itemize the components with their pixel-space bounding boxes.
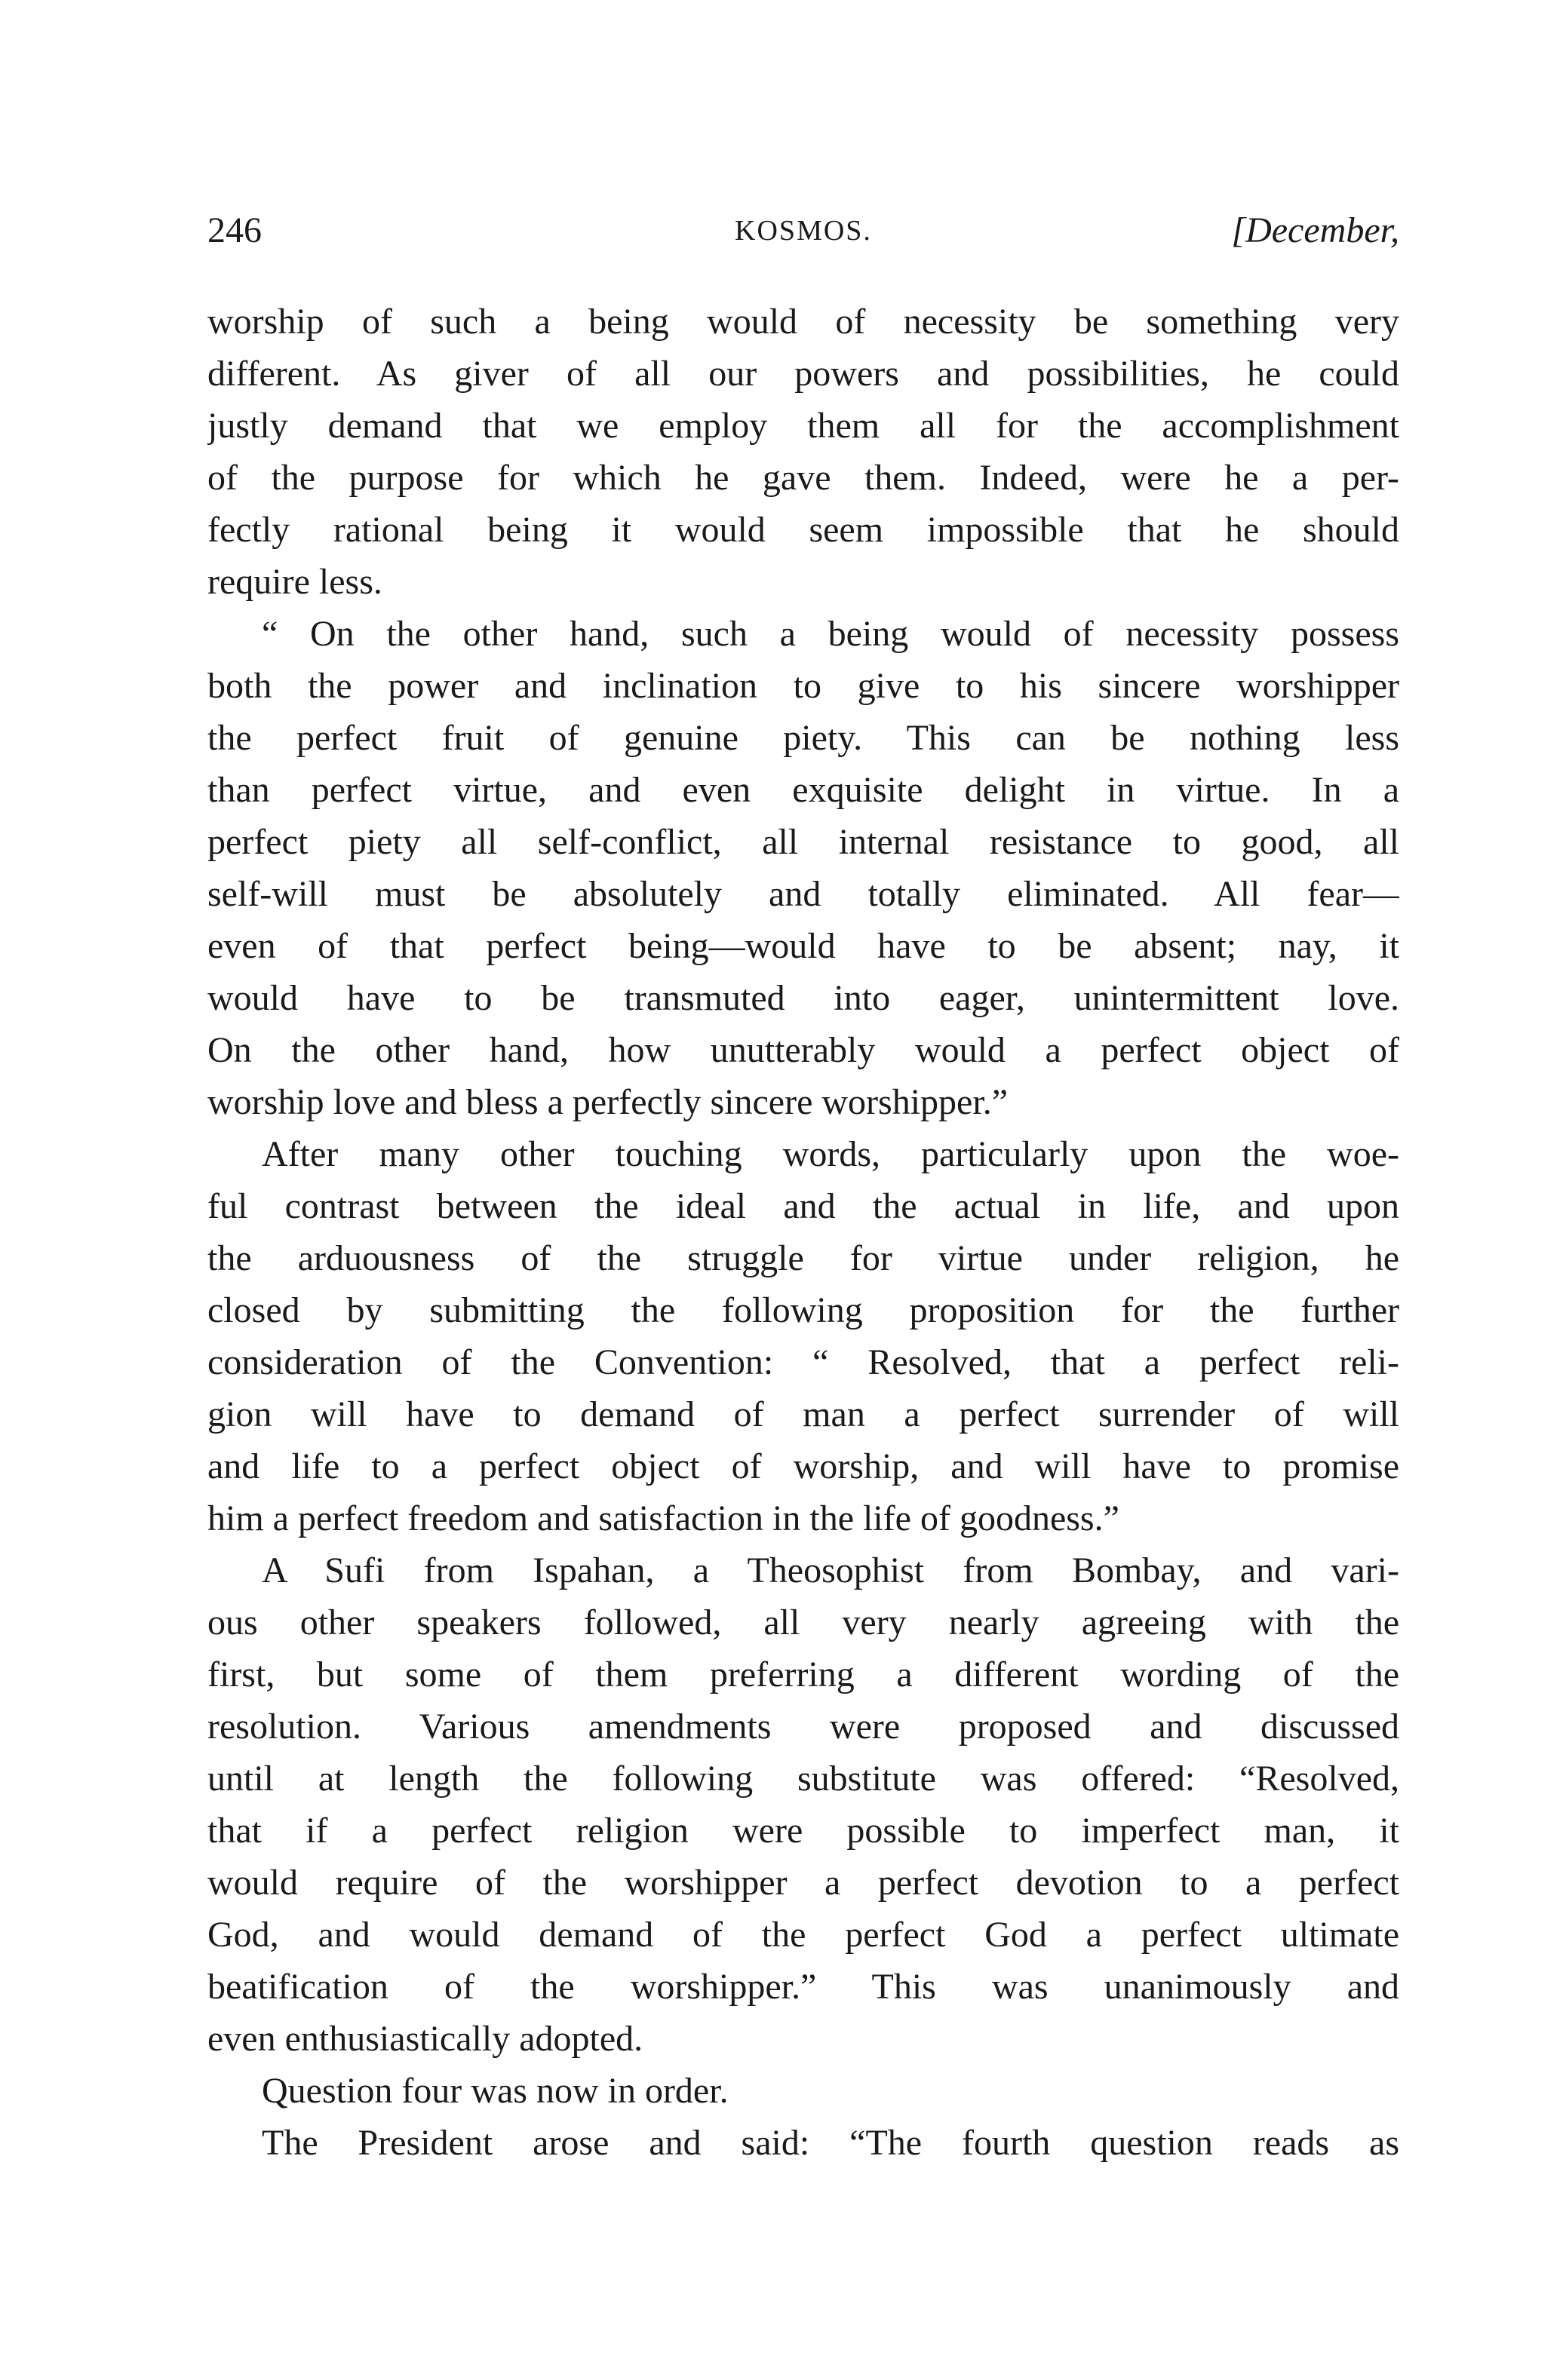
text-line: “ On the other hand, such a being would of necessity possess	[262, 614, 1399, 654]
running-title: KOSMOS.	[735, 215, 872, 247]
text-line: worship love and bless a perfectly sincere worshipper.”	[207, 1082, 1008, 1122]
text-line: first, but some of them preferring a different wording of the	[207, 1655, 1399, 1695]
text-line: different. As giver of all our powers and possibilities, he could	[207, 354, 1399, 394]
page-header	[207, 210, 1399, 262]
section-date: [December,	[1231, 210, 1399, 250]
text-line: than perfect virtue, and even exquisite delight in virtue. In a	[207, 770, 1399, 810]
text-line: A Sufi from Ispahan, a Theosophist from Bombay, and vari-	[262, 1550, 1399, 1590]
text-line: On the other hand, how unutterably would a perfect object of	[207, 1030, 1399, 1070]
text-line: Question four was now in order.	[262, 2071, 729, 2111]
text-line: require less.	[207, 562, 382, 602]
text-line: God, and would demand of the perfect God a perfect ultimate	[207, 1915, 1399, 1955]
text-line: him a perfect freedom and satisfaction in the life of goodness.”	[207, 1498, 1119, 1538]
text-line: the perfect fruit of genuine piety. This can be nothing less	[207, 718, 1399, 758]
text-line: beatification of the worshipper.” This was unanimously and	[207, 1967, 1399, 2007]
text-line: the arduousness of the struggle for virtue under religion, he	[207, 1238, 1399, 1278]
text-line: The President arose and said: “The fourth question reads as	[262, 2123, 1399, 2163]
body-text	[207, 296, 1399, 2169]
text-line: worship of such a being would of necessity be something very	[207, 302, 1399, 342]
text-line: and life to a perfect object of worship, and will have to promise	[207, 1446, 1399, 1486]
text-line: ful contrast between the ideal and the actual in life, and upon	[207, 1186, 1399, 1226]
text-line: of the purpose for which he gave them. Indeed, were he a per-	[207, 458, 1399, 498]
text-line: fectly rational being it would seem impossible that he should	[207, 510, 1399, 550]
text-line: perfect piety all self-conflict, all internal resistance to good, all	[207, 822, 1399, 862]
text-line: After many other touching words, particularly upon the woe-	[262, 1134, 1399, 1174]
text-line: consideration of the Convention: “ Resolved, that a perfect reli-	[207, 1342, 1399, 1382]
text-line: both the power and inclination to give to his sincere worshipper	[207, 666, 1399, 706]
text-line: would have to be transmuted into eager, unintermittent love.	[207, 978, 1399, 1018]
page-number: 246	[207, 210, 262, 250]
text-line: resolution. Various amendments were proposed and discussed	[207, 1707, 1399, 1747]
text-line: gion will have to demand of man a perfect surrender of will	[207, 1394, 1399, 1434]
text-line: even enthusiastically adopted.	[207, 2019, 643, 2059]
text-line: that if a perfect religion were possible to imperfect man, it	[207, 1811, 1399, 1851]
text-line: ous other speakers followed, all very nearly agreeing with the	[207, 1603, 1399, 1642]
text-line: justly demand that we employ them all for the accomplishment	[207, 406, 1399, 446]
text-line: until at length the following substitute was offered: “Resolved,	[207, 1759, 1399, 1799]
text-line: even of that perfect being—would have to be absent; nay, it	[207, 926, 1399, 966]
text-line: would require of the worshipper a perfect devotion to a perfect	[207, 1863, 1399, 1903]
text-line: self-will must be absolutely and totally eliminated. All fear—	[207, 874, 1399, 914]
text-line: closed by submitting the following proposition for the further	[207, 1290, 1399, 1330]
